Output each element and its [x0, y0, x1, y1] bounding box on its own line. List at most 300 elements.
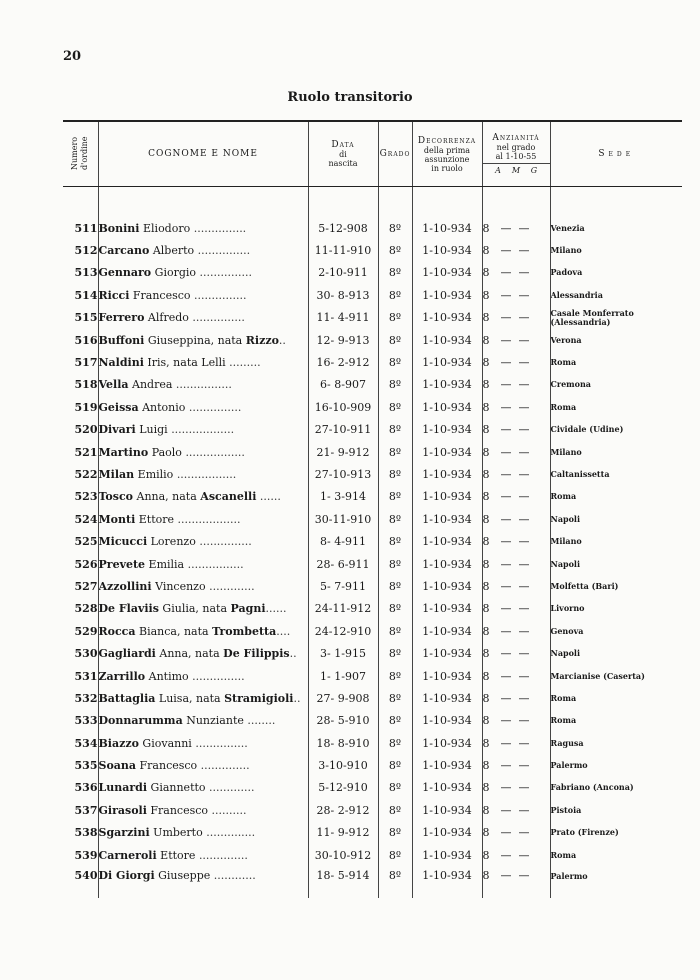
- leader-dots: ..................: [177, 512, 241, 526]
- surname: Gennaro: [98, 266, 152, 280]
- seniority-months: —: [500, 781, 512, 795]
- seniority: [482, 307, 550, 329]
- header-numero: Numero d'ordine: [63, 121, 98, 187]
- surname: Donnarumma: [98, 714, 183, 728]
- birth-date: 6- 8-907: [308, 374, 378, 396]
- grade: 8º: [378, 642, 412, 664]
- leader-dots: ............: [213, 869, 256, 883]
- given-name: Emilia: [145, 557, 188, 571]
- table-row: [63, 866, 682, 898]
- surname: Ricci: [98, 288, 130, 302]
- given-name: Antonio: [138, 400, 189, 414]
- seniority-days: —: [518, 266, 530, 280]
- start-date: 1-10-934: [412, 284, 482, 306]
- surname: Soana: [98, 759, 137, 773]
- surname: Carcano: [98, 244, 150, 258]
- row-number: 534: [74, 736, 98, 750]
- full-name: [98, 329, 308, 351]
- seniority-days: —: [518, 445, 530, 459]
- start-date: 1-10-934: [412, 329, 482, 351]
- leader-dots: ..: [293, 691, 301, 705]
- seniority-years: 8: [482, 669, 490, 683]
- full-name: [98, 351, 308, 373]
- grade: 8º: [378, 799, 412, 821]
- given-name: Nunziante: [182, 714, 248, 728]
- birth-date: 18- 5-914: [308, 866, 378, 898]
- seniority-months: —: [500, 490, 512, 504]
- seniority-years: 8: [482, 869, 490, 883]
- full-name: [98, 530, 308, 552]
- header-sede: Sede: [550, 121, 682, 187]
- seniority-years: 8: [482, 803, 490, 817]
- given-name: Giuseppe: [154, 869, 214, 883]
- start-date: 1-10-934: [412, 262, 482, 284]
- full-name: [98, 374, 308, 396]
- start-date: 1-10-934: [412, 419, 482, 441]
- grade: 8º: [378, 284, 412, 306]
- grade: 8º: [378, 777, 412, 799]
- seniority-days: —: [518, 826, 530, 840]
- start-date: 1-10-934: [412, 239, 482, 261]
- start-date: 1-10-934: [412, 866, 482, 898]
- seniority-years: 8: [482, 535, 490, 549]
- row-number: 512: [74, 244, 98, 258]
- given-name: Alfredo: [144, 311, 193, 325]
- surname: Zarrillo: [98, 669, 146, 683]
- table-row: [63, 710, 682, 732]
- location: Padova: [550, 262, 682, 284]
- seniority: [482, 419, 550, 441]
- row-number: 514: [74, 288, 98, 302]
- surname: Milan: [98, 467, 135, 481]
- surname: Sgarzini: [98, 826, 150, 840]
- table-row: [63, 598, 682, 620]
- given-name: Lorenzo: [147, 535, 200, 549]
- seniority: [482, 329, 550, 351]
- full-name: [98, 642, 308, 664]
- leader-dots: ..: [289, 647, 297, 661]
- start-date: 1-10-934: [412, 217, 482, 239]
- header-grado: Grado: [378, 121, 412, 187]
- location: Milano: [550, 441, 682, 463]
- seniority-months: —: [500, 423, 512, 437]
- location: Pistoia: [550, 799, 682, 821]
- header-decorrenza: Decorrenza della prima assunzione in ruolo: [412, 121, 482, 187]
- seniority-days: —: [518, 602, 530, 616]
- table-row: [63, 329, 682, 351]
- location: Molfetta (Bari): [550, 575, 682, 597]
- birth-date: 3- 1-915: [308, 642, 378, 664]
- given-name: Giorgio: [151, 266, 200, 280]
- leader-dots: ......: [256, 490, 281, 504]
- seniority-months: —: [500, 869, 512, 883]
- given-name: Emilio: [134, 467, 177, 481]
- start-date: 1-10-934: [412, 642, 482, 664]
- seniority: [482, 620, 550, 642]
- location: Fabriano (Ancona): [550, 777, 682, 799]
- seniority-months: —: [500, 803, 512, 817]
- start-date: 1-10-934: [412, 374, 482, 396]
- seniority: [482, 866, 550, 898]
- table-row: [63, 419, 682, 441]
- seniority-months: —: [500, 244, 512, 258]
- seniority-years: 8: [482, 356, 490, 370]
- birth-date: 24-11-912: [308, 598, 378, 620]
- seniority: [482, 687, 550, 709]
- start-date: 1-10-934: [412, 553, 482, 575]
- grade: 8º: [378, 441, 412, 463]
- seniority-days: —: [518, 848, 530, 862]
- surname: Gagliardi: [98, 647, 156, 661]
- full-name: [98, 486, 308, 508]
- surname: Geissa: [98, 400, 139, 414]
- grade: 8º: [378, 710, 412, 732]
- surname: Micucci: [98, 535, 148, 549]
- location: Roma: [550, 396, 682, 418]
- location: Napoli: [550, 553, 682, 575]
- surname: Vella: [98, 378, 129, 392]
- table-row: [63, 463, 682, 485]
- birth-date: 27-10-911: [308, 419, 378, 441]
- seniority: [482, 239, 550, 261]
- seniority-days: —: [518, 467, 530, 481]
- grade: 8º: [378, 732, 412, 754]
- seniority-years: 8: [482, 288, 490, 302]
- location: Caltanissetta: [550, 463, 682, 485]
- seniority-days: —: [518, 557, 530, 571]
- surname: Bonini: [98, 221, 140, 235]
- seniority: [482, 754, 550, 776]
- seniority-years: 8: [482, 624, 490, 638]
- location: Roma: [550, 351, 682, 373]
- seniority-days: —: [518, 647, 530, 661]
- surname: Rocca: [98, 624, 136, 638]
- surname: Di Giorgi: [98, 869, 155, 883]
- given-name: Giulia, nata: [158, 602, 231, 616]
- seniority: [482, 844, 550, 866]
- seniority-months: —: [500, 400, 512, 414]
- seniority: [482, 262, 550, 284]
- leader-dots: ...............: [194, 288, 247, 302]
- seniority-days: —: [518, 423, 530, 437]
- start-date: 1-10-934: [412, 508, 482, 530]
- grade: 8º: [378, 329, 412, 351]
- row-number: 513: [74, 266, 98, 280]
- leader-dots: .................: [185, 445, 245, 459]
- surname: De Flaviis: [98, 602, 159, 616]
- seniority: [482, 284, 550, 306]
- location: Ragusa: [550, 732, 682, 754]
- row-number: 522: [74, 467, 98, 481]
- birth-date: 11- 9-912: [308, 822, 378, 844]
- header-nome: COGNOME E NOME: [98, 121, 308, 187]
- location: Venezia: [550, 217, 682, 239]
- start-date: 1-10-934: [412, 351, 482, 373]
- table-row: [63, 239, 682, 261]
- row-number: 511: [74, 221, 98, 235]
- seniority: [482, 732, 550, 754]
- start-date: 1-10-934: [412, 754, 482, 776]
- table-row: [63, 441, 682, 463]
- birth-date: 11- 4-911: [308, 307, 378, 329]
- leader-dots: ..: [278, 333, 286, 347]
- grade: 8º: [378, 687, 412, 709]
- seniority-months: —: [500, 736, 512, 750]
- full-name: [98, 441, 308, 463]
- given-name: Eliodoro: [139, 221, 194, 235]
- row-number: 519: [74, 400, 98, 414]
- surname: Lunardi: [98, 781, 148, 795]
- given-name: Luigi: [135, 423, 172, 437]
- start-date: 1-10-934: [412, 732, 482, 754]
- seniority-months: —: [500, 266, 512, 280]
- seniority-years: 8: [482, 691, 490, 705]
- seniority-months: —: [500, 356, 512, 370]
- row-number: 528: [74, 602, 98, 616]
- seniority: [482, 665, 550, 687]
- row-number: 537: [74, 803, 98, 817]
- row-number: 518: [74, 378, 98, 392]
- location: Milano: [550, 530, 682, 552]
- seniority-days: —: [518, 535, 530, 549]
- given-name: Giovanni: [138, 736, 196, 750]
- full-name: [98, 239, 308, 261]
- leader-dots: ...............: [193, 221, 247, 235]
- birth-date: 8- 4-911: [308, 530, 378, 552]
- seniority-years: 8: [482, 512, 490, 526]
- grade: 8º: [378, 665, 412, 687]
- seniority-days: —: [518, 512, 530, 526]
- row-number: 535: [74, 759, 98, 773]
- grade: 8º: [378, 598, 412, 620]
- row-number: 521: [74, 445, 98, 459]
- seniority-days: —: [518, 244, 530, 258]
- table-header-row: [63, 121, 682, 187]
- surname: Ferrero: [98, 311, 145, 325]
- given-name: Ettore: [156, 848, 199, 862]
- seniority-days: —: [518, 869, 530, 883]
- given-name: Iris, nata Lelli: [143, 356, 230, 370]
- seniority: [482, 799, 550, 821]
- seniority: [482, 777, 550, 799]
- seniority-years: 8: [482, 244, 490, 258]
- seniority-months: —: [500, 602, 512, 616]
- location: Verona: [550, 329, 682, 351]
- maiden-surname: Trombetta: [212, 624, 277, 638]
- table-row: [63, 754, 682, 776]
- surname: Naldini: [98, 356, 144, 370]
- maiden-surname: Rizzo: [245, 333, 279, 347]
- seniority-months: —: [500, 333, 512, 347]
- row-number: 525: [74, 535, 98, 549]
- seniority: [482, 822, 550, 844]
- birth-date: 24-12-910: [308, 620, 378, 642]
- surname: Buffoni: [98, 333, 145, 347]
- leader-dots: ..............: [206, 826, 256, 840]
- leader-dots: ..................: [171, 423, 235, 437]
- start-date: 1-10-934: [412, 441, 482, 463]
- leader-dots: ...............: [188, 400, 242, 414]
- row-number: 520: [74, 423, 98, 437]
- birth-date: 2-10-911: [308, 262, 378, 284]
- seniority-days: —: [518, 311, 530, 325]
- grade: 8º: [378, 262, 412, 284]
- full-name: [98, 598, 308, 620]
- seniority: [482, 374, 550, 396]
- seniority-years: 8: [482, 736, 490, 750]
- full-name: [98, 665, 308, 687]
- start-date: 1-10-934: [412, 598, 482, 620]
- start-date: 1-10-934: [412, 530, 482, 552]
- birth-date: 30-10-912: [308, 844, 378, 866]
- start-date: 1-10-934: [412, 822, 482, 844]
- birth-date: 18- 8-910: [308, 732, 378, 754]
- surname: Biazzo: [98, 736, 139, 750]
- given-name: Umberto: [149, 826, 207, 840]
- page-title: Ruolo transitorio: [287, 90, 413, 105]
- grade: 8º: [378, 419, 412, 441]
- given-name: Andrea: [128, 378, 176, 392]
- seniority-years: 8: [482, 467, 490, 481]
- table-row: [63, 217, 682, 239]
- seniority-days: —: [518, 803, 530, 817]
- seniority-days: —: [518, 400, 530, 414]
- seniority-years: 8: [482, 759, 490, 773]
- table-row: [63, 307, 682, 329]
- full-name: [98, 822, 308, 844]
- table-spacer: [63, 187, 682, 218]
- seniority-years: 8: [482, 333, 490, 347]
- table-row: [63, 396, 682, 418]
- leader-dots: ...............: [195, 736, 248, 750]
- seniority-years: 8: [482, 557, 490, 571]
- leader-dots: ....: [276, 624, 291, 638]
- location: Palermo: [550, 866, 682, 898]
- row-number: 516: [74, 333, 98, 347]
- surname: Carneroli: [98, 848, 157, 862]
- grade: 8º: [378, 508, 412, 530]
- grade: 8º: [378, 239, 412, 261]
- surname: Martino: [98, 445, 149, 459]
- seniority-months: —: [500, 848, 512, 862]
- seniority-months: —: [500, 311, 512, 325]
- given-name: Bianca, nata: [135, 624, 213, 638]
- seniority-months: —: [500, 714, 512, 728]
- seniority-months: —: [500, 669, 512, 683]
- row-number: 540: [74, 869, 98, 883]
- birth-date: 16-10-909: [308, 396, 378, 418]
- table-row: [63, 665, 682, 687]
- birth-date: 3-10-910: [308, 754, 378, 776]
- seniority: [482, 463, 550, 485]
- start-date: 1-10-934: [412, 486, 482, 508]
- full-name: [98, 754, 308, 776]
- location: Milano: [550, 239, 682, 261]
- seniority-months: —: [500, 445, 512, 459]
- given-name: Luisa, nata: [155, 691, 225, 705]
- seniority-years: 8: [482, 647, 490, 661]
- seniority-months: —: [500, 579, 512, 593]
- seniority: [482, 553, 550, 575]
- birth-date: 30- 8-913: [308, 284, 378, 306]
- start-date: 1-10-934: [412, 396, 482, 418]
- leader-dots: .................: [176, 467, 237, 481]
- birth-date: 1- 3-914: [308, 486, 378, 508]
- seniority: [482, 575, 550, 597]
- location: Napoli: [550, 508, 682, 530]
- table-row: [63, 262, 682, 284]
- table-row: [63, 351, 682, 373]
- seniority-days: —: [518, 356, 530, 370]
- seniority-days: —: [518, 759, 530, 773]
- header-data: Data di nascita: [308, 121, 378, 187]
- row-number: 523: [74, 490, 98, 504]
- leader-dots: ..............: [198, 848, 248, 862]
- seniority: [482, 530, 550, 552]
- location: Cividale (Udine): [550, 419, 682, 441]
- seniority-months: —: [500, 535, 512, 549]
- birth-date: 16- 2-912: [308, 351, 378, 373]
- seniority-years: 8: [482, 848, 490, 862]
- surname: Girasoli: [98, 803, 147, 817]
- seniority: [482, 642, 550, 664]
- grade: 8º: [378, 486, 412, 508]
- full-name: [98, 866, 308, 898]
- grade: 8º: [378, 844, 412, 866]
- grade: 8º: [378, 463, 412, 485]
- full-name: [98, 396, 308, 418]
- seniority: [482, 351, 550, 373]
- seniority-months: —: [500, 512, 512, 526]
- full-name: [98, 508, 308, 530]
- birth-date: 1- 1-907: [308, 665, 378, 687]
- grade: 8º: [378, 374, 412, 396]
- location: Casale Monferrato (Alessandria): [550, 307, 682, 329]
- maiden-surname: Ascanelli: [200, 490, 257, 504]
- surname: Prevete: [98, 557, 146, 571]
- given-name: Giannetto: [147, 781, 210, 795]
- location: Marcianise (Caserta): [550, 665, 682, 687]
- seniority-days: —: [518, 691, 530, 705]
- start-date: 1-10-934: [412, 575, 482, 597]
- start-date: 1-10-934: [412, 307, 482, 329]
- row-number: 538: [74, 826, 98, 840]
- start-date: 1-10-934: [412, 620, 482, 642]
- seniority-months: —: [500, 691, 512, 705]
- grade: 8º: [378, 575, 412, 597]
- row-number: 539: [74, 848, 98, 862]
- seniority-days: —: [518, 333, 530, 347]
- leader-dots: ................: [187, 557, 244, 571]
- row-number: 532: [74, 691, 98, 705]
- full-name: [98, 262, 308, 284]
- location: Genova: [550, 620, 682, 642]
- full-name: [98, 710, 308, 732]
- seniority-months: —: [500, 647, 512, 661]
- birth-date: 5-12-910: [308, 777, 378, 799]
- grade: 8º: [378, 217, 412, 239]
- leader-dots: ........: [247, 714, 276, 728]
- birth-date: 12- 9-913: [308, 329, 378, 351]
- full-name: [98, 284, 308, 306]
- grade: 8º: [378, 822, 412, 844]
- given-name: Francesco: [129, 288, 195, 302]
- grade: 8º: [378, 351, 412, 373]
- full-name: [98, 575, 308, 597]
- seniority-days: —: [518, 490, 530, 504]
- given-name: Paolo: [148, 445, 186, 459]
- grade: 8º: [378, 553, 412, 575]
